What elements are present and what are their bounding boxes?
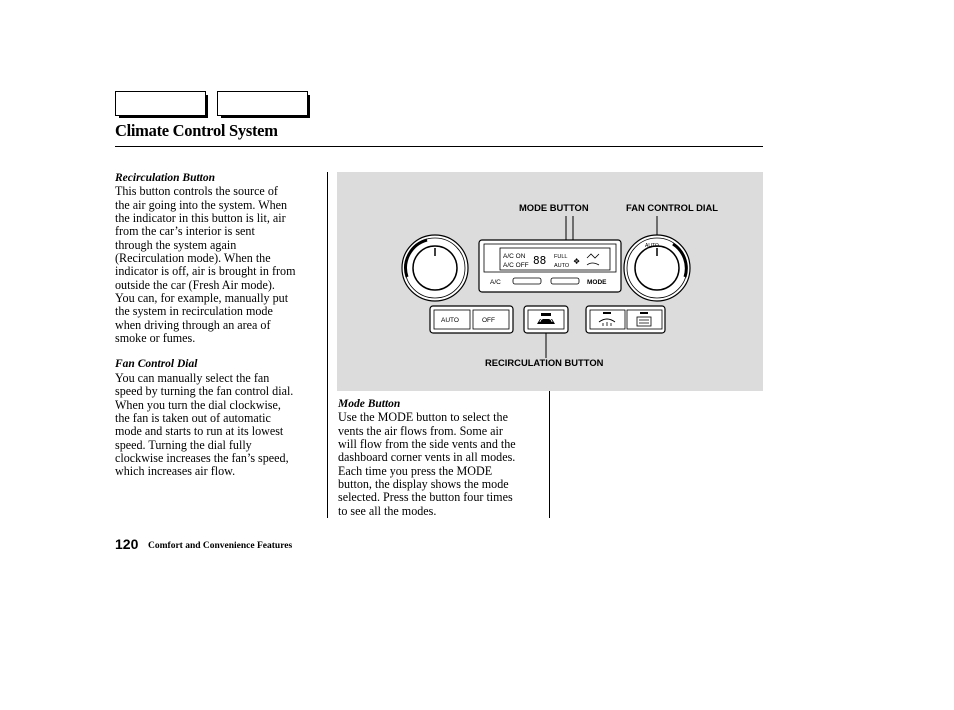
recirc-line: indicator is off, air is brought in from: [115, 264, 296, 279]
recirc-line: This button controls the source of: [115, 184, 278, 199]
display-ac-off: A/C OFF: [503, 262, 529, 269]
display-unit: [479, 240, 621, 292]
recirc-line: the system in recirculation mode: [115, 304, 273, 319]
svg-text:❖: ❖: [573, 257, 581, 266]
mode-line: button, the display shows the mode: [338, 477, 509, 492]
recirc-body: [115, 185, 321, 345]
mode-line: dashboard corner vents in all modes.: [338, 450, 516, 465]
fan-line: You can manually select the fan: [115, 370, 270, 385]
recirc-heading: Recirculation Button: [115, 172, 216, 184]
ac-label: A/C: [490, 279, 501, 286]
title-rule: [115, 146, 763, 147]
recirc-line: from the car’s interior is sent: [115, 224, 255, 239]
column-divider-left: [327, 172, 328, 518]
display-full: FULL: [554, 254, 568, 260]
recirc-line: the indicator in this button is lit, air: [115, 211, 286, 226]
recirculation-button[interactable]: [524, 306, 568, 333]
temperature-dial-left: [402, 235, 468, 301]
mode-line: to see all the modes.: [338, 503, 437, 518]
defrost-buttons: [586, 306, 665, 333]
off-button-label: OFF: [482, 317, 495, 324]
mode-line: will flow from the side vents and the: [338, 437, 516, 452]
recirc-line: outside the car (Fresh Air mode).: [115, 277, 275, 292]
climate-panel-figure: [337, 172, 763, 391]
fan-line: mode and starts to run at its lowest: [115, 424, 284, 439]
fan-line: clockwise increases the fan’s speed,: [115, 450, 289, 465]
column-divider-right: [549, 391, 550, 518]
recirc-line: (Recirculation mode). When the: [115, 251, 271, 266]
mode-button[interactable]: [551, 278, 579, 284]
fan-line: speed by turning the fan control dial.: [115, 384, 294, 399]
mode-line: vents the air flows from. Some air: [338, 423, 503, 438]
mode-line: Each time you press the MODE: [338, 463, 493, 478]
fan-line: When you turn the dial clockwise,: [115, 397, 281, 412]
header-tab-right: [217, 91, 308, 116]
callout-recirculation-button: RECIRCULATION BUTTON: [485, 357, 604, 368]
fan-line: the fan is taken out of automatic: [115, 410, 271, 425]
mode-heading: Mode Button: [338, 398, 401, 410]
header-tab-left: [115, 91, 206, 116]
recirc-line: when driving through an area of: [115, 317, 271, 332]
fan-line: speed. Turning the dial fully: [115, 437, 252, 452]
mode-line: Use the MODE button to select the: [338, 410, 508, 425]
recirc-line: the air going into the system. When: [115, 197, 288, 212]
mode-body: [338, 411, 542, 518]
recirc-line: through the system again: [115, 237, 237, 252]
page-title: Climate Control System: [115, 121, 278, 140]
callout-mode-button: MODE BUTTON: [519, 202, 589, 213]
fan-heading: Fan Control Dial: [115, 358, 198, 371]
footer-section: Comfort and Convenience Features: [148, 541, 293, 551]
fan-control-dial: [624, 235, 690, 301]
right-column: [338, 398, 542, 518]
fan-body: [115, 372, 321, 479]
auto-off-buttons: [430, 306, 513, 333]
callout-fan-control-dial: FAN CONTROL DIAL: [626, 202, 719, 213]
mode-line: selected. Press the button four times: [338, 490, 513, 505]
display-auto: AUTO: [554, 263, 570, 269]
mode-label: MODE: [587, 279, 607, 286]
fan-line: which increases air flow.: [115, 464, 236, 479]
recirc-line: You can, for example, manually put: [115, 291, 289, 306]
left-column: [115, 172, 321, 479]
page-number: 120: [115, 536, 139, 552]
display-ac-on: A/C ON: [503, 253, 526, 260]
ac-button[interactable]: [513, 278, 541, 284]
dial-auto-label: AUTO: [645, 243, 659, 249]
recirc-line: smoke or fumes.: [115, 331, 196, 346]
svg-text:88: 88: [533, 254, 547, 267]
auto-button-label: AUTO: [441, 317, 459, 324]
